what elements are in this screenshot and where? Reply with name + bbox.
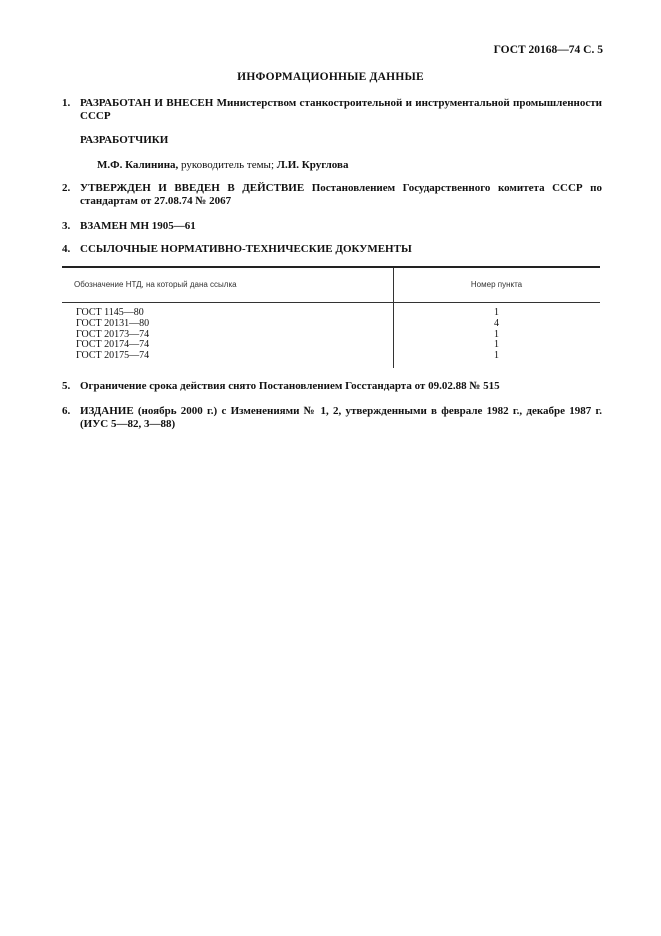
- item-2-body: Постановлением Государственного комитета СССР по стандартам от 27.08.74 № 2067: [80, 182, 603, 207]
- item-1-text: [80, 97, 602, 123]
- item-5: [62, 380, 602, 393]
- item-4-text: ССЫЛОЧНЫЕ НОРМАТИВНО-ТЕХНИЧЕСКИЕ ДОКУМЕНТЫ: [80, 243, 412, 255]
- table-cell-item: 1: [494, 339, 499, 351]
- table-cell-item: 1: [494, 307, 499, 318]
- table-header-doc: Обозначение НТД, на который дана ссылка: [74, 280, 237, 289]
- item-6: [62, 405, 602, 431]
- table-body: [62, 308, 600, 362]
- item-2-number: 2.: [62, 182, 71, 194]
- table-header-item: Номер пункта: [470, 280, 523, 289]
- table-cell-doc: ГОСТ 20131—80: [76, 317, 150, 329]
- item-2-lead: УТВЕРЖДЕН И ВВЕДЕН В ДЕЙСТВИЕ: [80, 182, 305, 194]
- table-cell-item: 1: [494, 328, 499, 340]
- table-cell-item: 1: [494, 350, 499, 362]
- item-4: [62, 243, 602, 256]
- item-1: [62, 97, 602, 123]
- item-3: [62, 220, 602, 233]
- item-1-number: 1.: [62, 97, 71, 109]
- developers-line: [97, 159, 348, 171]
- developer-name-1: М.Ф. Калинина,: [97, 159, 179, 171]
- item-3-text: ВЗАМЕН МН 1905—61: [80, 220, 196, 232]
- item-6-number: 6.: [62, 405, 71, 417]
- developer-role-1: руководитель темы;: [181, 159, 274, 171]
- item-2-text: [80, 182, 602, 208]
- table-top-rule: [62, 266, 600, 268]
- item-6-text: ИЗДАНИЕ (ноябрь 2000 г.) с Изменениями № 1, 2, утвержденными в феврале 1982 г., декабре 1987 г. (ИУС 5—82, 3—88): [80, 405, 602, 430]
- table-row: [62, 319, 600, 330]
- table-cell-doc: ГОСТ 20173—74: [76, 328, 150, 340]
- item-5-text: Ограничение срока действия снято Постановлением Госстандарта от 09.02.88 № 515: [80, 380, 500, 392]
- table-cell-doc: ГОСТ 1145—80: [76, 307, 144, 318]
- table-row: [62, 351, 600, 362]
- table-header-rule: [62, 302, 600, 303]
- page-header: ГОСТ 20168—74 С. 5: [493, 44, 603, 56]
- developers-heading: РАЗРАБОТЧИКИ: [80, 134, 169, 146]
- item-1-body: Министерством станкостроительной и инструментальной промышленности СССР: [80, 97, 602, 122]
- table-cell-item: 4: [494, 317, 499, 329]
- page-title: ИНФОРМАЦИОННЫЕ ДАННЫЕ: [237, 71, 424, 83]
- table-cell-doc: ГОСТ 20174—74: [76, 339, 150, 351]
- item-2: [62, 182, 602, 208]
- item-3-number: 3.: [62, 220, 71, 232]
- item-5-number: 5.: [62, 380, 71, 392]
- item-1-lead: РАЗРАБОТАН И ВНЕСЕН: [80, 97, 214, 109]
- item-4-number: 4.: [62, 243, 71, 255]
- developer-name-2: Л.И. Круглова: [276, 159, 349, 171]
- table-cell-doc: ГОСТ 20175—74: [76, 350, 150, 362]
